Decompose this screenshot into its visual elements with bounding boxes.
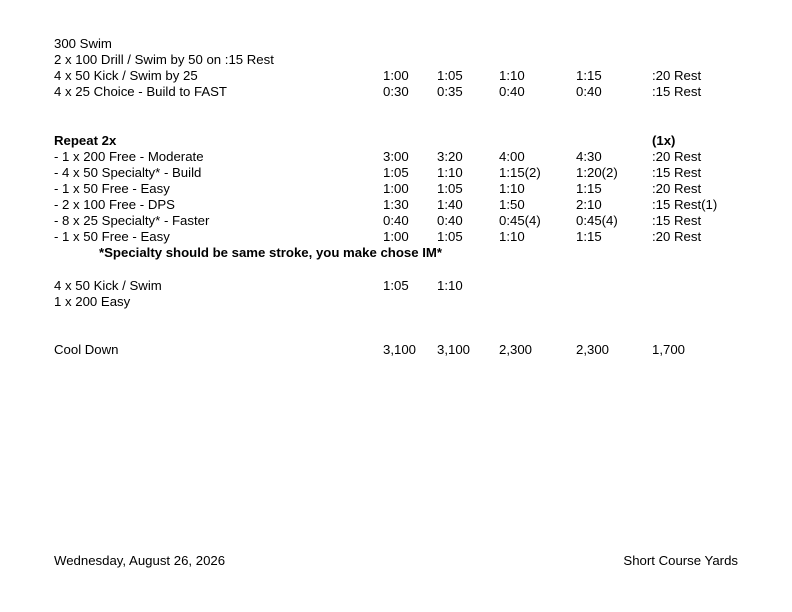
interval-1: 0:30 bbox=[383, 84, 409, 99]
interval-4: 1:20(2) bbox=[576, 165, 618, 180]
interval-4: 1:15 bbox=[576, 229, 602, 244]
total-2: 3,100 bbox=[437, 342, 471, 357]
interval-4: 0:45(4) bbox=[576, 213, 618, 228]
rest-value: :20 Rest bbox=[652, 181, 702, 196]
post-set-row bbox=[0, 278, 792, 294]
interval-3: 1:10 bbox=[499, 229, 525, 244]
interval-1: 1:00 bbox=[383, 181, 409, 196]
interval-2: 1:05 bbox=[437, 68, 463, 83]
interval-1: 1:00 bbox=[383, 229, 409, 244]
main-set-row bbox=[0, 149, 792, 165]
interval-4: 1:15 bbox=[576, 68, 602, 83]
interval-1: 0:40 bbox=[383, 213, 409, 228]
set-label: - 1 x 50 Free - Easy bbox=[54, 229, 170, 244]
interval-4: 0:40 bbox=[576, 84, 602, 99]
main-set-row bbox=[0, 181, 792, 197]
total-5: 1,700 bbox=[652, 342, 686, 357]
main-set-title: Repeat 2x bbox=[54, 133, 117, 148]
set-label: 4 x 50 Kick / Swim by 25 bbox=[54, 68, 198, 83]
rest-value: :15 Rest(1) bbox=[652, 197, 718, 212]
warmup-row bbox=[0, 68, 792, 84]
set-label: 4 x 25 Choice - Build to FAST bbox=[54, 84, 227, 99]
warmup-row bbox=[0, 52, 792, 68]
rest-value: :20 Rest bbox=[652, 229, 702, 244]
main-set-row bbox=[0, 229, 792, 245]
interval-3: 4:00 bbox=[499, 149, 525, 164]
set-label: 1 x 200 Easy bbox=[54, 294, 131, 309]
main-set-row bbox=[0, 213, 792, 229]
warmup-row bbox=[0, 84, 792, 100]
rest-value: :15 Rest bbox=[652, 165, 702, 180]
interval-2: 1:05 bbox=[437, 181, 463, 196]
interval-2: 1:05 bbox=[437, 229, 463, 244]
main-set-rest-header: (1x) bbox=[652, 133, 676, 148]
interval-3: 1:15(2) bbox=[499, 165, 541, 180]
set-label: 4 x 50 Kick / Swim bbox=[54, 278, 162, 293]
total-4: 2,300 bbox=[576, 342, 610, 357]
interval-3: 1:50 bbox=[499, 197, 525, 212]
interval-3: 0:40 bbox=[499, 84, 525, 99]
footer-course: Short Course Yards bbox=[623, 553, 738, 568]
interval-2: 3:20 bbox=[437, 149, 463, 164]
main-set-row bbox=[0, 197, 792, 213]
interval-3: 1:10 bbox=[499, 181, 525, 196]
set-label: - 8 x 25 Specialty* - Faster bbox=[54, 213, 210, 228]
rest-value: :15 Rest bbox=[652, 84, 702, 99]
interval-3: 0:45(4) bbox=[499, 213, 541, 228]
set-label: - 2 x 100 Free - DPS bbox=[54, 197, 175, 212]
cooldown-row bbox=[0, 342, 792, 358]
rest-value: :20 Rest bbox=[652, 149, 702, 164]
interval-1: 3:00 bbox=[383, 149, 409, 164]
interval-4: 1:15 bbox=[576, 181, 602, 196]
interval-4: 4:30 bbox=[576, 149, 602, 164]
set-label: 2 x 100 Drill / Swim by 50 on :15 Rest bbox=[54, 52, 274, 67]
main-set-header bbox=[0, 133, 792, 149]
interval-3: 1:10 bbox=[499, 68, 525, 83]
interval-2: 1:10 bbox=[437, 165, 463, 180]
specialty-note: *Specialty should be same stroke, you make chose IM* bbox=[99, 245, 443, 260]
set-label: - 1 x 200 Free - Moderate bbox=[54, 149, 204, 164]
interval-4: 2:10 bbox=[576, 197, 602, 212]
set-label: - 1 x 50 Free - Easy bbox=[54, 181, 170, 196]
rest-value: :15 Rest bbox=[652, 213, 702, 228]
total-3: 2,300 bbox=[499, 342, 533, 357]
main-set-row bbox=[0, 165, 792, 181]
interval-2: 1:10 bbox=[437, 278, 463, 293]
post-set-row bbox=[0, 294, 792, 310]
interval-1: 1:05 bbox=[383, 278, 409, 293]
interval-2: 0:40 bbox=[437, 213, 463, 228]
warmup-row bbox=[0, 36, 792, 52]
interval-2: 0:35 bbox=[437, 84, 463, 99]
set-label: - 4 x 50 Specialty* - Build bbox=[54, 165, 202, 180]
cooldown-label: Cool Down bbox=[54, 342, 119, 357]
set-label: 300 Swim bbox=[54, 36, 112, 51]
footer-date: Wednesday, August 26, 2026 bbox=[54, 553, 226, 568]
interval-1: 1:30 bbox=[383, 197, 409, 212]
interval-1: 1:05 bbox=[383, 165, 409, 180]
rest-value: :20 Rest bbox=[652, 68, 702, 83]
interval-2: 1:40 bbox=[437, 197, 463, 212]
interval-1: 1:00 bbox=[383, 68, 409, 83]
total-1: 3,100 bbox=[383, 342, 417, 357]
